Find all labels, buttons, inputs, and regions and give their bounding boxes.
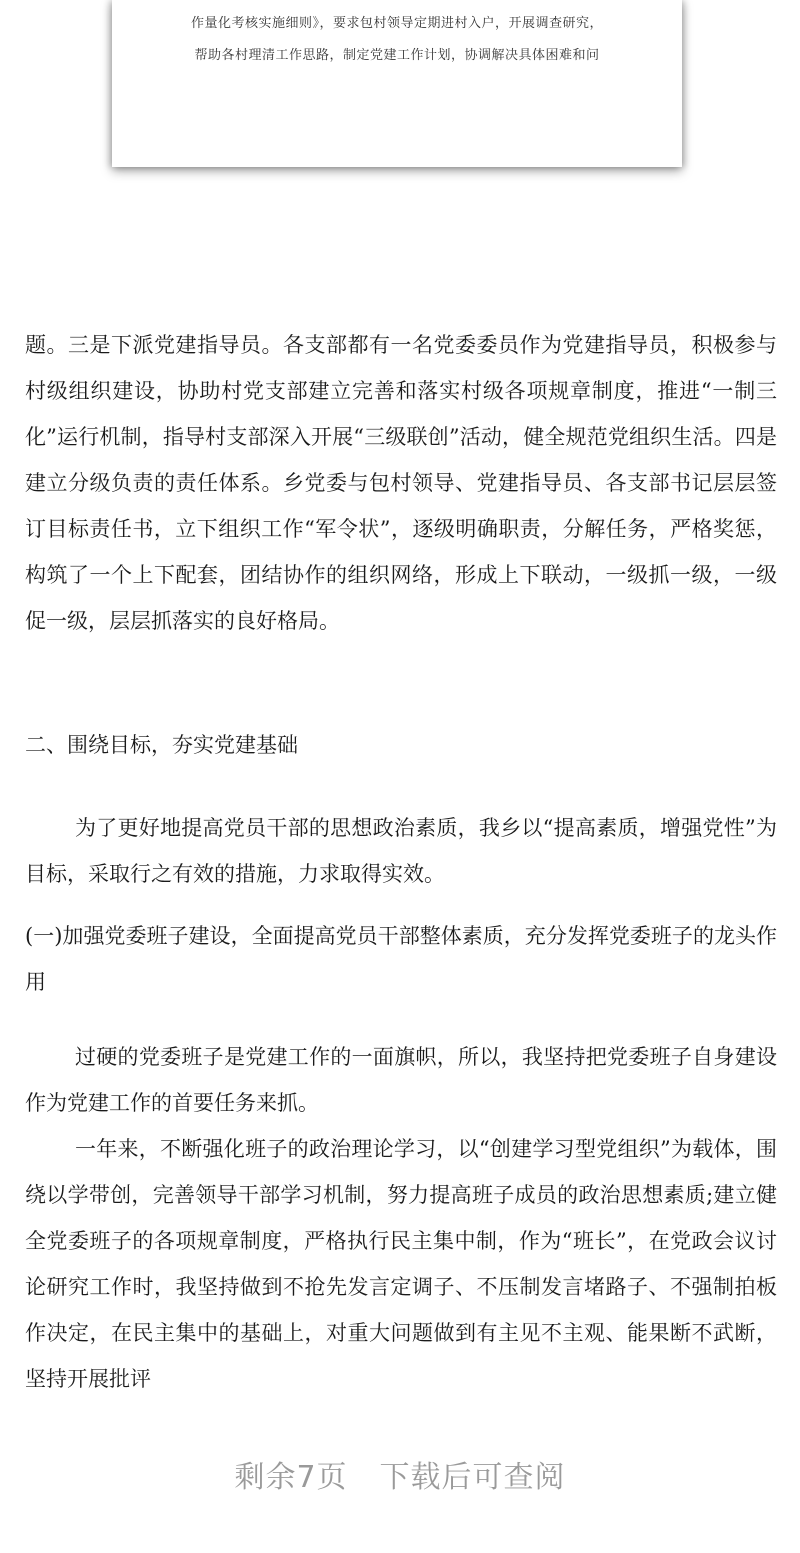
paragraph: 题。三是下派党建指导员。各支部都有一名党委委员作为党建指导员，积极参与村级组织建设，协助村党支部建立完善和落实村级各项规章制度，推进“一制三化”运行机制，指导村支部深入开展“三级联创”活动，健全规范党组织生活。四是建立分级负责的责任体系。乡党委与包村领导、党建指导员、各支部书记层层签订目标责任书，立下组织工作“军令状”，逐级明确职责，分解任务，严格奖惩，构筑了一个上下配套，团结协作的组织网络，形成上下联动，一级抓一级，一级促一级，层层抓落实的良好格局。 <box>25 333 777 633</box>
card-text-line: 帮助各村理清工作思路，制定党建工作计划，协调解决具体困难和问 <box>194 48 600 63</box>
section2-body <box>25 1034 777 1402</box>
remaining-pages-text: 剩余7页 <box>234 1460 348 1495</box>
paragraph: 为了更好地提高党员干部的思想政治素质，我乡以“提高素质，增强党性”为目标，采取行之有效的措施，力求取得实效。 <box>25 816 777 886</box>
preview-page-card <box>112 0 682 167</box>
subsection-title: (一)加强党委班子建设，全面提高党员干部整体素质，充分发挥党委班子的龙头作用 <box>25 924 777 994</box>
card-text-line: 作量化考核实施细则》，要求包村领导定期进村入户，开展调查研究， <box>190 16 603 31</box>
download-to-view-text: 下载后可查阅 <box>379 1460 566 1495</box>
subsection-heading <box>25 913 777 1005</box>
section2-intro <box>25 805 777 897</box>
paragraph: 一年来，不断强化班子的政治理论学习，以“创建学习型党组织”为载体，围绕以学带创，完善领导干部学习机制，努力提高班子成员的政治思想素质;建立健全党委班子的各项规章制度，严格执行民主集中制，作为“班长”，在党政会议讨论研究工作时，我坚持做到不抢先发言定调子、不压制发言堵路子、不强制拍板作决定，在民主集中的基础上，对重大问题做到有主见不主观、能果断不武断，坚持开展批评 <box>25 1137 777 1391</box>
download-prompt[interactable] <box>0 1452 800 1496</box>
paragraph: 过硬的党委班子是党建工作的一面旗帜，所以，我坚持把党委班子自身建设作为党建工作的首要任务来抓。 <box>25 1045 777 1115</box>
section1-continued <box>25 322 777 644</box>
section-heading: 二、围绕目标，夯实党建基础 <box>25 733 298 757</box>
